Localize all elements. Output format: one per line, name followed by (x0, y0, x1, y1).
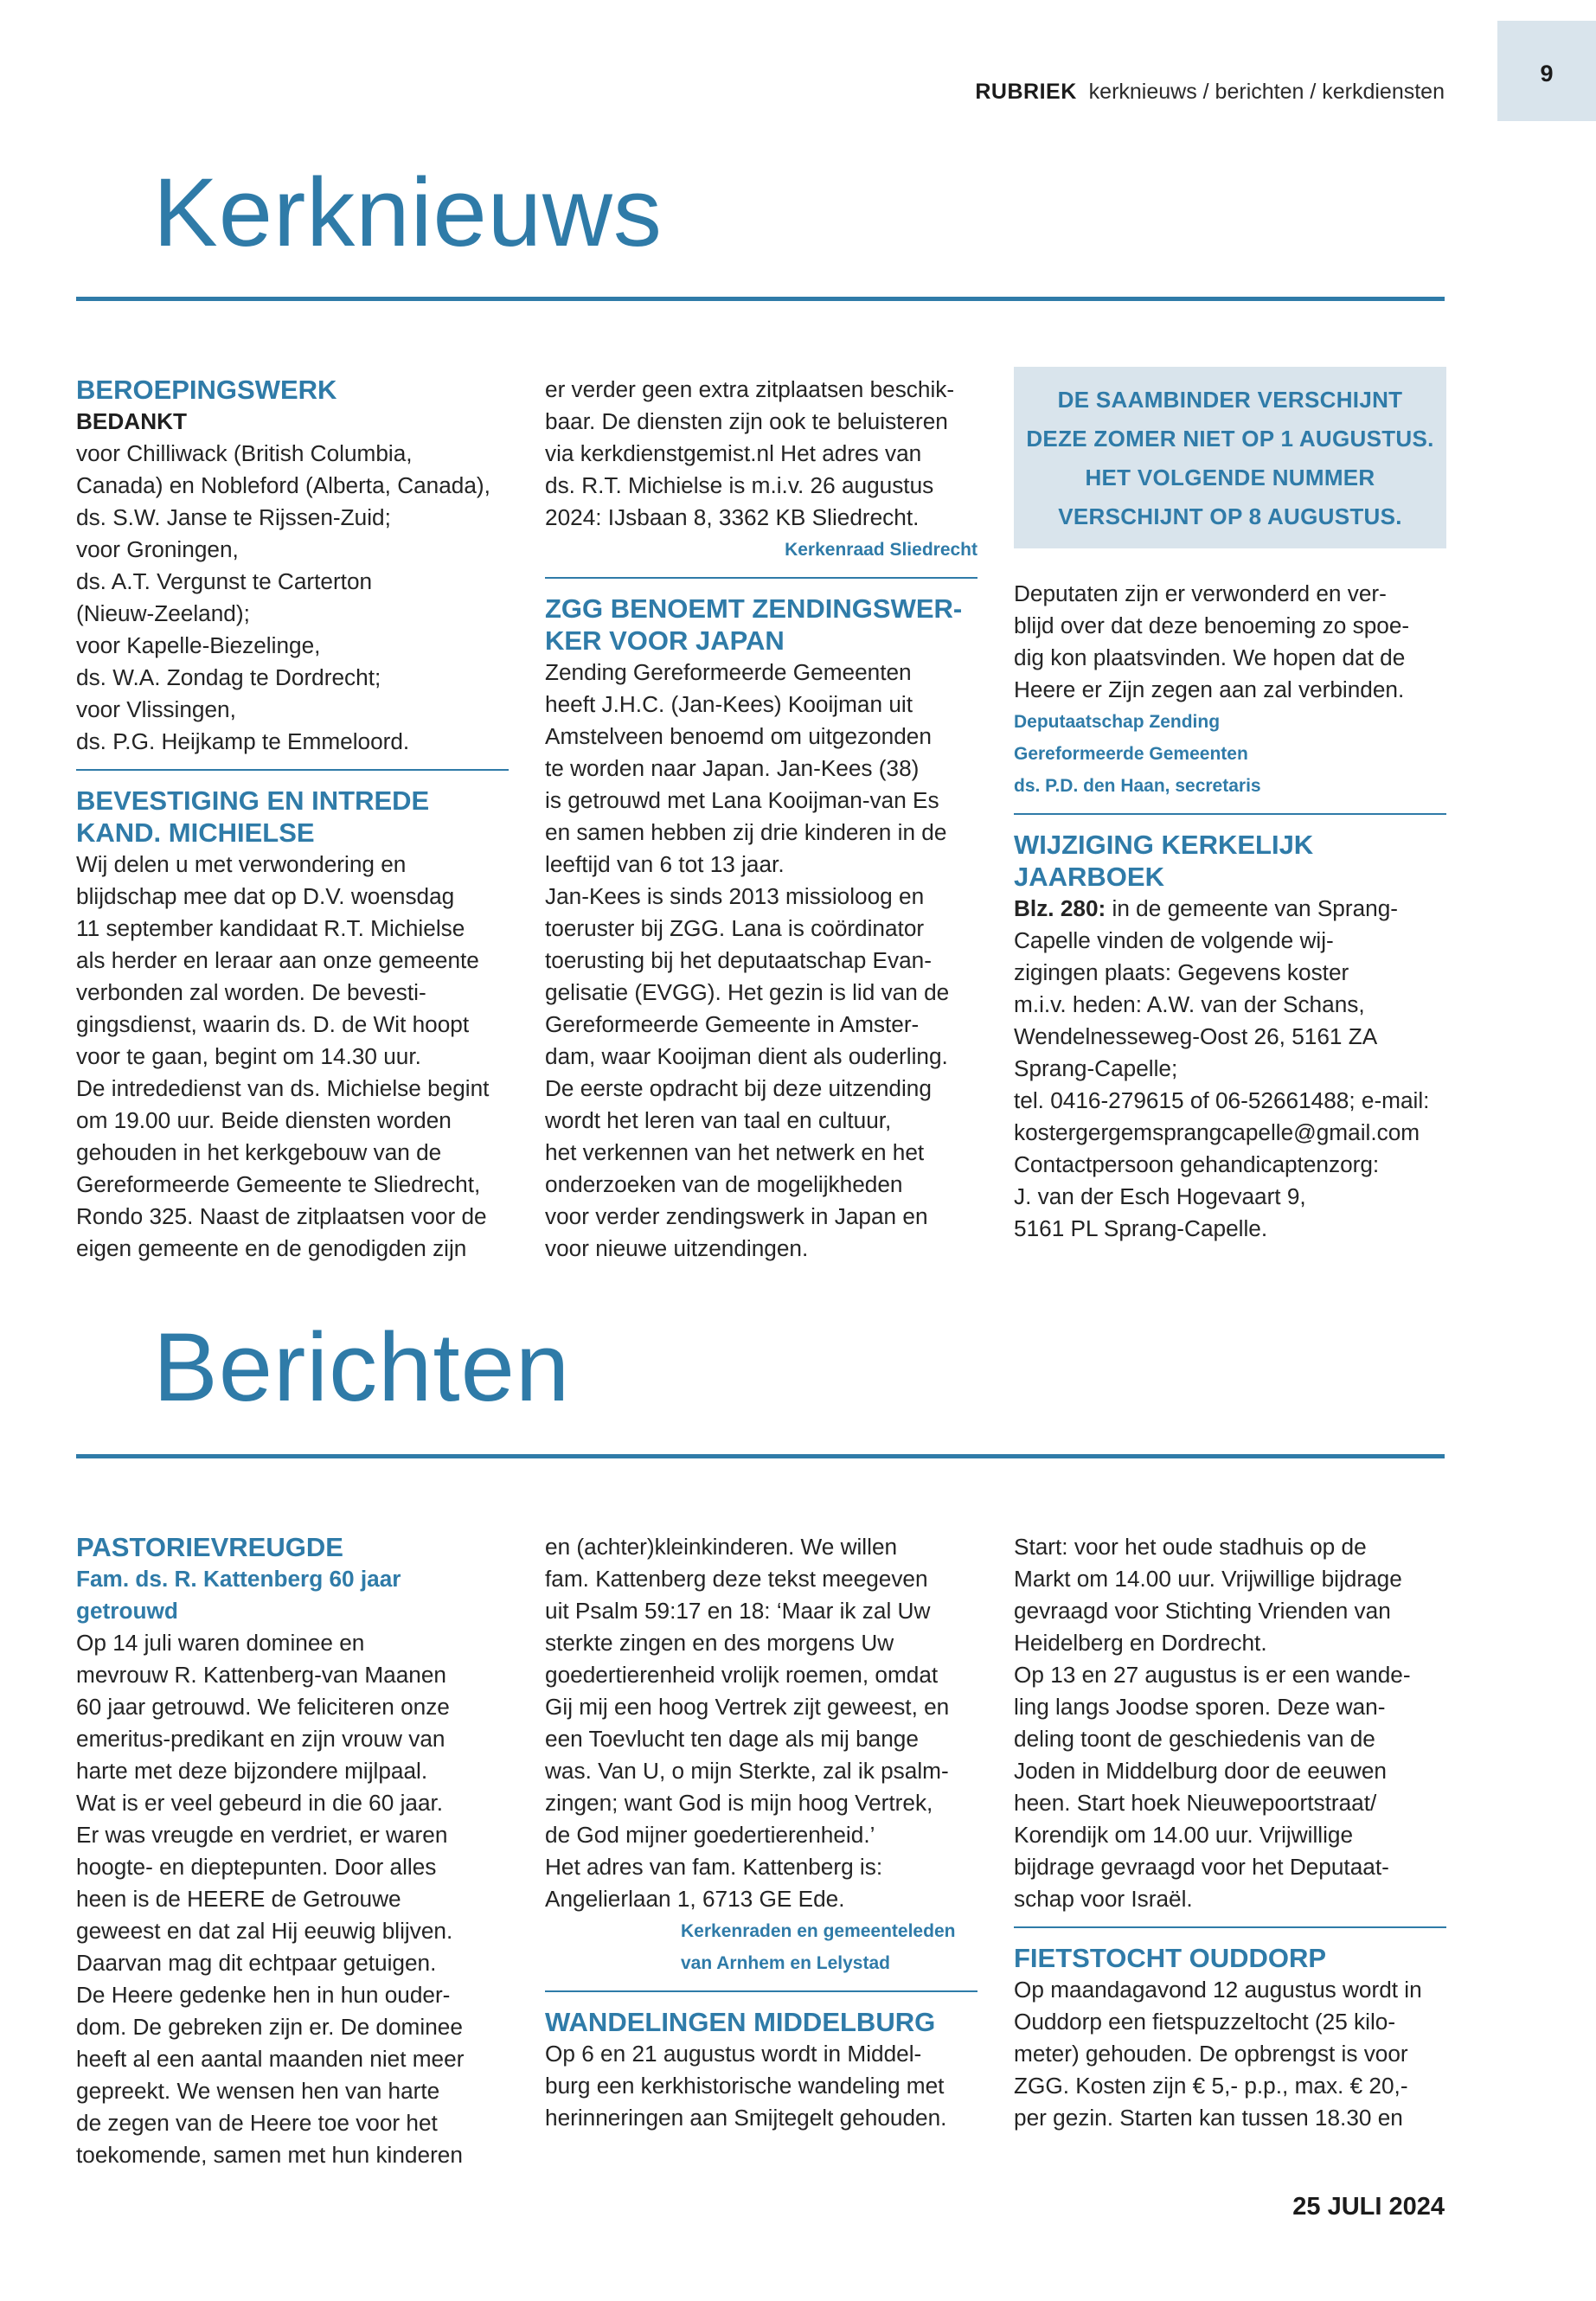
text-line: via kerkdienstgemist.nl Het adres van (545, 440, 922, 466)
bevestiging-signature: Kerkenraad Sliedrecht (785, 540, 977, 560)
text-line: toekomende, samen met hun kinderen (76, 2142, 463, 2168)
text-line: dom. De gebreken zijn er. De dominee (76, 2014, 463, 2040)
notice-line: HET VOLGENDE NUMMER (1085, 465, 1375, 490)
text-line: ds. P.G. Heijkamp te Emmeloord. (76, 728, 410, 754)
text-line: Er was vreugde en verdriet, er waren (76, 1822, 448, 1848)
text-line: voor Chilliwack (British Columbia, (76, 440, 413, 466)
kerknieuws-column-1 (76, 374, 509, 1265)
text-line: De Heere gedenke hen in hun ouder- (76, 1982, 451, 2008)
berichten-column-3 (1014, 1531, 1446, 2134)
text-line: J. van der Esch Hogevaart 9, (1014, 1183, 1306, 1209)
text-line: Heidelberg en Dordrecht. (1014, 1630, 1267, 1656)
text-line: heen is de HEERE de Getrouwe (76, 1886, 401, 1912)
text-line: om 19.00 uur. Beide diensten worden (76, 1107, 452, 1133)
signature-line: Gereformeerde Gemeenten (1014, 744, 1248, 764)
text-line: er verder geen extra zitplaatsen beschik- (545, 376, 955, 402)
text-line: hoogte- en dieptepunten. Door alles (76, 1854, 437, 1880)
text-line: burg een kerkhistorische wandeling met (545, 2073, 945, 2099)
jaarboek-lead-rest: in de gemeente van Sprang- (1106, 895, 1399, 921)
kerknieuws-rule (76, 297, 1445, 301)
pastorievreugde-subheading: Fam. ds. R. Kattenberg 60 jaar getrouwd (76, 1566, 401, 1624)
text-line: fam. Kattenberg deze tekst meegeven (545, 1566, 928, 1592)
text-line: voor te gaan, begint om 14.30 uur. (76, 1043, 421, 1069)
pastorievreugde-signature (545, 1915, 977, 1979)
text-line: Start: voor het oude stadhuis op de (1014, 1534, 1367, 1560)
wandelingen-body (545, 2038, 977, 2134)
text-line: harte met deze bijzondere mijlpaal. (76, 1758, 428, 1784)
text-line: herinneringen aan Smijtegelt gehouden. (545, 2105, 947, 2131)
signature-line: Deputaatschap Zending (1014, 712, 1221, 732)
kerknieuws-column-3 (1014, 367, 1446, 1245)
text-line: Angelierlaan 1, 6713 GE Ede. (545, 1886, 845, 1912)
text-line: uit Psalm 59:17 en 18: ‘Maar ik zal Uw (545, 1598, 931, 1624)
text-line: Jan-Kees is sinds 2013 missioloog en (545, 883, 925, 909)
kerknieuws-column-2 (545, 374, 977, 1265)
text-line: verbonden zal worden. De bevesti- (76, 979, 426, 1005)
text-line: deling toont de geschiedenis van de (1014, 1726, 1375, 1752)
signature-line: Kerkenraden en gemeenteleden (681, 1921, 956, 1941)
text-line: Het adres van fam. Kattenberg is: (545, 1854, 883, 1880)
text-line: Ouddorp een fietspuzzeltocht (25 kilo- (1014, 2009, 1396, 2035)
signature-line: ds. P.D. den Haan, secretaris (1014, 776, 1261, 796)
text-line: gevraagd voor Stichting Vrienden van (1014, 1598, 1391, 1624)
text-line: ZGG. Kosten zijn € 5,- p.p., max. € 20,- (1014, 2073, 1408, 2099)
text-line: Gereformeerde Gemeente in Amster- (545, 1011, 920, 1037)
text-line: 5161 PL Sprang-Capelle. (1014, 1215, 1268, 1241)
text-line: Op 6 en 21 augustus wordt in Middel- (545, 2041, 922, 2067)
text-line: geweest en dat zal Hij eeuwig blijven. (76, 1918, 453, 1944)
article-divider (545, 577, 977, 579)
bevestiging-body (76, 849, 509, 1265)
publication-notice (1014, 367, 1446, 548)
section-path: kerknieuws / berichten / kerkdiensten (1088, 80, 1445, 104)
text-line: 11 september kandidaat R.T. Michielse (76, 915, 465, 941)
text-line: zigingen plaats: Gegevens koster (1014, 959, 1349, 985)
zgg-heading-2: KER VOOR JAPAN (545, 625, 785, 656)
text-line: ds. R.T. Michielse is m.i.v. 26 augustus (545, 472, 934, 498)
text-line: onderzoeken van de mogelijkheden (545, 1171, 903, 1197)
article-divider (76, 769, 509, 771)
zgg-body-continued (1014, 578, 1446, 706)
text-line: toerusting bij het deputaatschap Evan- (545, 947, 932, 973)
text-line: Korendijk om 14.00 uur. Vrijwillige (1014, 1822, 1354, 1848)
notice-line: VERSCHIJNT OP 8 AUGUSTUS. (1058, 503, 1402, 529)
text-line: per gezin. Starten kan tussen 18.30 en (1014, 2105, 1403, 2131)
text-line: Amstelveen benoemd om uitgezonden (545, 723, 932, 749)
text-line: mevrouw R. Kattenberg-van Maanen (76, 1662, 446, 1688)
beroepingswerk-subheading: BEDANKT (76, 408, 188, 434)
text-line: m.i.v. heden: A.W. van der Schans, (1014, 991, 1365, 1017)
text-line: 2024: IJsbaan 8, 3362 KB Sliedrecht. (545, 504, 920, 530)
text-line: De intrededienst van ds. Michielse begint (76, 1075, 490, 1101)
text-line: kostergergemsprangcapelle@gmail.com (1014, 1119, 1420, 1145)
text-line: Markt om 14.00 uur. Vrijwillige bijdrage (1014, 1566, 1402, 1592)
text-line: een Toevlucht ten dage als mij bange (545, 1726, 919, 1752)
text-line: goedertierenheid vrolijk roemen, omdat (545, 1662, 939, 1688)
kerknieuws-title: Kerknieuws (153, 158, 663, 266)
pastorievreugde-heading: PASTORIEVREUGDE (76, 1532, 343, 1562)
article-divider (545, 1990, 977, 1992)
text-line: De eerste opdracht bij deze uitzending (545, 1075, 932, 1101)
text-line: Op 14 juli waren dominee en (76, 1630, 365, 1656)
jaarboek-body (1014, 893, 1446, 1245)
text-line: bijdrage gevraagd voor het Deputaat- (1014, 1854, 1389, 1880)
beroepingswerk-body (76, 438, 509, 758)
zgg-signature (1014, 706, 1446, 802)
text-line: toeruster bij ZGG. Lana is coördinator (545, 915, 925, 941)
text-line: voor Vlissingen, (76, 696, 236, 722)
zgg-body (545, 657, 977, 1265)
text-line: als herder en leraar aan onze gemeente (76, 947, 479, 973)
text-line: Gereformeerde Gemeente te Sliedrecht, (76, 1171, 481, 1197)
bevestiging-body-continued (545, 374, 977, 534)
berichten-column-2 (545, 1531, 977, 2134)
text-line: Op maandagavond 12 augustus wordt in (1014, 1977, 1422, 2003)
wandelingen-heading: WANDELINGEN MIDDELBURG (545, 2007, 936, 2037)
jaarboek-heading: WIJZIGING KERKELIJK (1014, 830, 1314, 860)
text-line (1014, 893, 1446, 925)
text-line: Contactpersoon gehandicaptenzorg: (1014, 1151, 1380, 1177)
text-line: Daarvan mag dit echtpaar getuigen. (76, 1950, 437, 1976)
text-line: dam, waar Kooijman dient als ouderling. (545, 1043, 948, 1069)
text-line: leeftijd van 6 tot 13 jaar. (545, 851, 785, 877)
fietstocht-body (1014, 1974, 1446, 2134)
text-line: gelisatie (EVGG). Het gezin is lid van de (545, 979, 950, 1005)
text-line: blijd over dat deze benoeming zo spoe- (1014, 612, 1410, 638)
text-line: gingsdienst, waarin ds. D. de Wit hoopt (76, 1011, 470, 1037)
text-line: heeft al een aantal maanden niet meer (76, 2046, 465, 2072)
page-number-tab (1497, 21, 1596, 121)
text-line: ds. A.T. Vergunst te Carterton (76, 568, 373, 594)
text-line: emeritus-predikant en zijn vrouw van (76, 1726, 445, 1752)
text-line: Joden in Middelburg door de eeuwen (1014, 1758, 1387, 1784)
text-line: Wij delen u met verwondering en (76, 851, 407, 877)
text-line: is getrouwd met Lana Kooijman-van Es (545, 787, 939, 813)
text-line: Canada) en Nobleford (Alberta, Canada), (76, 472, 490, 498)
berichten-rule (76, 1454, 1445, 1458)
text-line: schap voor Israël. (1014, 1886, 1193, 1912)
issue-date: 25 JULI 2024 (1292, 2193, 1445, 2221)
text-line: tel. 0416-279615 of 06-52661488; e-mail: (1014, 1087, 1430, 1113)
signature-line: van Arnhem en Lelystad (681, 1953, 890, 1973)
text-line: gehouden in het kerkgebouw van de (76, 1139, 442, 1165)
pastorievreugde-body (76, 1627, 509, 2171)
berichten-title: Berichten (153, 1313, 571, 1421)
section-label: RUBRIEK (975, 80, 1077, 104)
text-line: baar. De diensten zijn ook te beluisteren (545, 408, 948, 434)
text-line: Capelle vinden de volgende wij- (1014, 927, 1334, 953)
text-line: voor Groningen, (76, 536, 239, 562)
text-line: ds. W.A. Zondag te Dordrecht; (76, 664, 381, 690)
bevestiging-heading: BEVESTIGING EN INTREDE (76, 785, 430, 816)
text-line: gepreekt. We wensen hen van harte (76, 2078, 440, 2104)
text-line: Zending Gereformeerde Gemeenten (545, 659, 912, 685)
text-line: heeft J.H.C. (Jan-Kees) Kooijman uit (545, 691, 913, 717)
text-line: 60 jaar getrouwd. We feliciteren onze (76, 1694, 450, 1720)
page-number: 9 (1540, 61, 1554, 87)
text-line: zingen; want God is mijn hoog Vertrek, (545, 1790, 933, 1816)
text-line: Op 13 en 27 augustus is er een wande- (1014, 1662, 1411, 1688)
text-line: Rondo 325. Naast de zitplaatsen voor de (76, 1203, 487, 1229)
text-line: Heere er Zijn zegen aan zal verbinden. (1014, 676, 1405, 702)
text-line: het verkennen van het netwerk en het (545, 1139, 925, 1165)
notice-line: DEZE ZOMER NIET OP 1 AUGUSTUS. (1026, 426, 1434, 452)
text-line: blijdschap mee dat op D.V. woensdag (76, 883, 455, 909)
running-header (975, 80, 1445, 105)
fietstocht-heading: FIETSTOCHT OUDDORP (1014, 1943, 1327, 1973)
bevestiging-heading-2: KAND. MICHIELSE (76, 817, 315, 848)
text-line: Sprang-Capelle; (1014, 1055, 1178, 1081)
berichten-column-1 (76, 1531, 509, 2171)
text-line: ds. S.W. Janse te Rijssen-Zuid; (76, 504, 391, 530)
text-line: eigen gemeente en de genodigden zijn (76, 1235, 467, 1261)
zgg-heading: ZGG BENOEMT ZENDINGSWER- (545, 593, 963, 624)
text-line: ling langs Joodse sporen. Deze wan- (1014, 1694, 1386, 1720)
notice-line: DE SAAMBINDER VERSCHIJNT (1057, 387, 1403, 413)
text-line: Wat is er veel gebeurd in die 60 jaar. (76, 1790, 444, 1816)
text-line: te worden naar Japan. Jan-Kees (38) (545, 755, 920, 781)
text-line: wordt het leren van taal en cultuur, (545, 1107, 892, 1133)
text-line: sterkte zingen en des morgens Uw (545, 1630, 894, 1656)
text-line: heen. Start hoek Nieuwepoortstraat/ (1014, 1790, 1377, 1816)
text-line: voor verder zendingswerk in Japan en (545, 1203, 928, 1229)
text-line: voor nieuwe uitzendingen. (545, 1235, 809, 1261)
text-line: Wendelnesseweg-Oost 26, 5161 ZA (1014, 1023, 1378, 1049)
text-line: de God mijner goedertierenheid.’ (545, 1822, 875, 1848)
jaarboek-lead: Blz. 280: (1014, 895, 1106, 921)
text-line: dig kon plaatsvinden. We hopen dat de (1014, 644, 1406, 670)
wandelingen-body-continued (1014, 1531, 1446, 1915)
text-line: en samen hebben zij drie kinderen in de (545, 819, 947, 845)
text-line: en (achter)kleinkinderen. We willen (545, 1534, 898, 1560)
text-line: de zegen van de Heere toe voor het (76, 2110, 438, 2136)
text-line: voor Kapelle-Biezelinge, (76, 632, 321, 658)
text-line: was. Van U, o mijn Sterkte, zal ik psalm- (545, 1758, 949, 1784)
jaarboek-heading-2: JAARBOEK (1014, 862, 1164, 892)
article-divider (1014, 813, 1446, 815)
text-line: (Nieuw-Zeeland); (76, 600, 250, 626)
text-line: Deputaten zijn er verwonderd en ver- (1014, 580, 1387, 606)
article-divider (1014, 1926, 1446, 1928)
pastorievreugde-body-continued (545, 1531, 977, 1915)
text-line: Gij mij een hoog Vertrek zijt geweest, en (545, 1694, 950, 1720)
text-line: meter) gehouden. De opbrengst is voor (1014, 2041, 1408, 2067)
beroepingswerk-heading: BEROEPINGSWERK (76, 375, 337, 405)
